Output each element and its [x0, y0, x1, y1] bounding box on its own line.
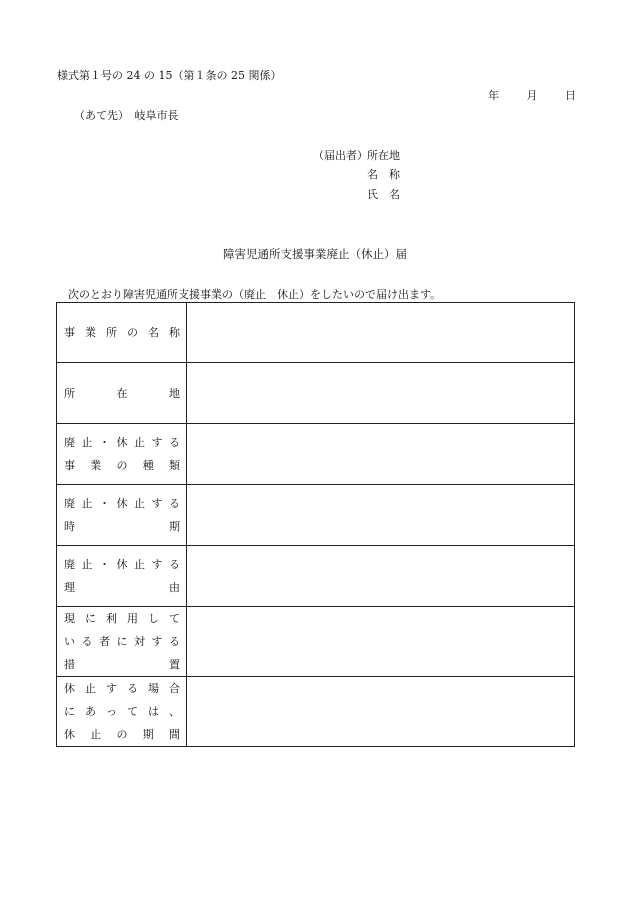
row-label — [57, 677, 187, 747]
notifier-prefix: （届出者） — [313, 149, 368, 162]
date-day-label: 日 — [565, 89, 576, 102]
row-label-line: 廃 止 ・ 休 止 す る — [64, 558, 180, 571]
row-label — [57, 303, 187, 363]
row-value-field[interactable] — [187, 424, 575, 485]
row-value-field[interactable] — [187, 677, 575, 747]
row-label-line: 廃 止 ・ 休 止 す る — [64, 497, 180, 510]
form-code: 様式第１号の 24 の 15（第１条の 25 関係） — [57, 69, 282, 82]
row-value-field[interactable] — [187, 546, 575, 607]
row-label-line: 休 止 の 期 間 — [64, 728, 180, 741]
notifier-name-label: 名 称 — [367, 168, 400, 181]
row-label-line: 時 期 — [64, 520, 180, 533]
row-value-field[interactable] — [187, 363, 575, 424]
row-label-line: 理 由 — [64, 581, 180, 594]
table-row — [57, 363, 575, 424]
row-label — [57, 424, 187, 485]
table-row — [57, 607, 575, 677]
row-label-line: 廃 止 ・ 休 止 す る — [64, 436, 180, 449]
row-label-line: 所 在 地 — [64, 386, 180, 400]
row-label — [57, 363, 187, 424]
notifier-person-label: 氏 名 — [367, 188, 400, 201]
table-row — [57, 677, 575, 747]
row-label-line: 事 業 の 種 類 — [64, 459, 180, 472]
row-label-line: 事 業 所 の 名 称 — [64, 326, 180, 339]
document-title: 障害児通所支援事業廃止（休止）届 — [223, 247, 407, 261]
table-row — [57, 485, 575, 546]
notifier-address-label: 所在地 — [367, 149, 400, 162]
row-label-line: 現 に 利 用 し て — [64, 612, 180, 625]
row-label — [57, 485, 187, 546]
row-label — [57, 607, 187, 677]
row-label-line: い る 者 に 対 す る — [64, 635, 180, 648]
table-row — [57, 303, 575, 363]
row-label — [57, 546, 187, 607]
date-line — [488, 87, 576, 103]
table-row — [57, 424, 575, 485]
row-value-field[interactable] — [187, 303, 575, 363]
intro-text: 次のとおり障害児通所支援事業の（廃止 休止）をしたいので届け出ます。 — [68, 288, 442, 301]
row-label-line: 休 止 す る 場 合 — [64, 682, 180, 695]
row-label-line: 措 置 — [64, 658, 180, 671]
date-month-label: 月 — [526, 89, 538, 102]
notification-table — [56, 302, 575, 747]
table-row — [57, 546, 575, 607]
row-label-line: に あ っ て は 、 — [64, 705, 180, 718]
row-value-field[interactable] — [187, 607, 575, 677]
row-value-field[interactable] — [187, 485, 575, 546]
addressee: （あて先） 岐阜市長 — [74, 109, 179, 122]
date-year-label: 年 — [488, 89, 499, 102]
